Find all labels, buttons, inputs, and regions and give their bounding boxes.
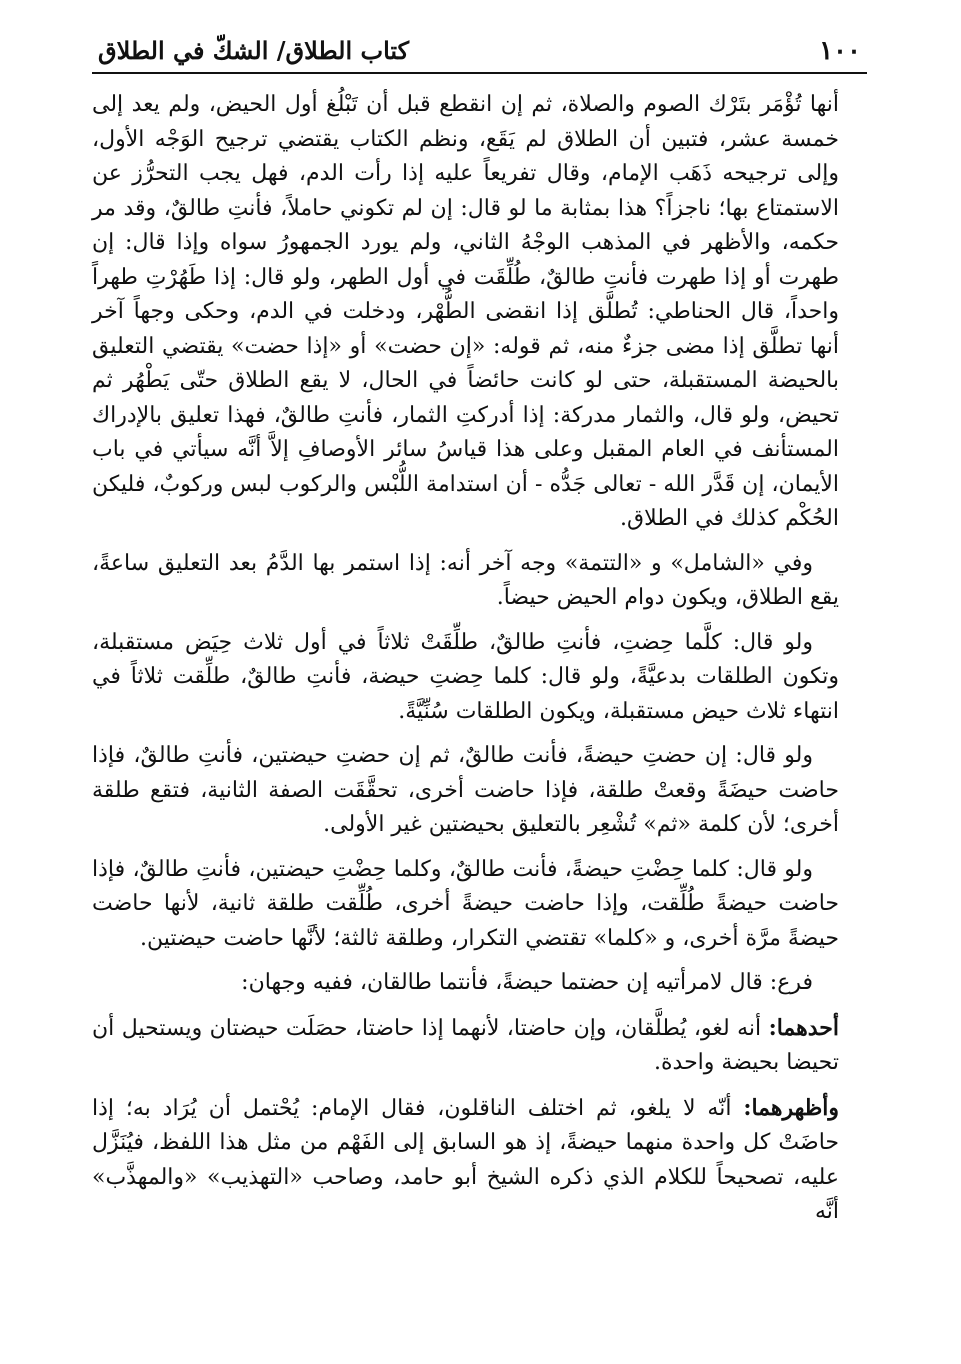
page-header bbox=[92, 24, 867, 74]
paragraph-text: ولو قال: إن حضتِ حيضةً، فأنت طالقٌ، ثم إن حضتِ حيضتين، فأنتِ طالقٌ، فإذا حاضت حيضَةً وقعتْ طلقة، فإذا حاضت أخرى، تحقَّقَت الصفة الثانية، فتقع طلقة أخرى؛ لأن كلمة «ثم» تُشْعِر بالتعليق بحيضتين غير الأولى. bbox=[92, 743, 839, 837]
running-title: كتاب الطلاق/ الشكّ في الطلاق bbox=[98, 36, 410, 65]
paragraph-text: وفي «الشامل» و «التتمة» وجه آخر أنه: إذا استمر بها الدَّمُ بعد التعليق ساعةً، يقع الطلاق، ويكون دوام الحيض حيضاً. bbox=[92, 550, 839, 610]
paragraph-lead: وأظهرهما: bbox=[743, 1094, 839, 1121]
paragraph-3 bbox=[92, 626, 839, 730]
paragraph-branch bbox=[92, 966, 839, 1001]
paragraph-text: أنه لغو، يُطلَّقان، وإن حاضتا، لأنهما إذا حاضتا، حصَلَت حيضتان ويستحيل أن تحيضا بحيضة واحدة. bbox=[92, 1015, 839, 1075]
body-text bbox=[92, 88, 839, 1230]
paragraph-text: أنّه لا يلغو، ثم اختلف الناقلون، فقال الإمام: يُحْتمل أن يُرَاد به؛ إذا حاضَتْ كل واحدة منهما حيضةً، إذ هو السابق إلى الفَهْم من مثل هذا اللفظ، فيُنَزَّل عليه، تصحيحاً للكلام الذي ذكره الشيخ أبو حامد، وصاحب «التهذيب» «والمهذَّب» أنَّه bbox=[92, 1095, 839, 1224]
paragraph-4 bbox=[92, 739, 839, 843]
paragraph-1 bbox=[92, 88, 839, 537]
page-number: ١٠٠ bbox=[819, 36, 861, 66]
paragraph-text: ولو قال: كلما حِضْتِ حيضةً، فأنت طالقٌ، وكلما حِضْتِ حيضتين، فأنتِ طالقٌ، فإذا حاضت حيضةً طُلِّقت، وإذا حاضت حيضةً أخرى، طُلِّقت طلقة ثانية، لأنها حاضت حيضةً مرَّة أخرى، و «كلما» تقتضي التكرار، وطلقة ثالثة؛ لأنَّها حاضت حيضتين. bbox=[92, 856, 839, 951]
paragraph-5 bbox=[92, 853, 839, 957]
paragraph-lead: أحدهما: bbox=[768, 1014, 839, 1041]
paragraph-text: فرع: قال لامرأتيه إن حضتما حيضةً، فأنتما طالقان، ففيه وجهان: bbox=[241, 970, 813, 995]
paragraph-text: ولو قال: كلَّما حِضتِ، فأنتِ طالقٌ، طلِّقَتْ ثلاثاً في أول ثلاث حِيَض مستقبلة، وتكون الطلقات بدعيَّةً، ولو قال: كلما حِضتِ حيضة، فأنتِ طالقٌ، طلِّقت ثلاثاً في انتهاء ثلاث حيض مستقبلة، ويكون الطلقات سُنِّيَّةً. bbox=[92, 629, 839, 724]
paragraph-text: أنها تُؤْمَر بتَرْك الصوم والصلاة، ثم إن انقطع قبل أن تَبْلُغ أول الحيض، ولم يعد إلى خمسة عشر، فتبين أن الطلاق لم يَقَع، ونظم الكتاب يقتضي ترجيح الوَجْه الأول، وإلى ترجيحه ذَهَب الإمام، وقال تفريعاً عليه إذا رأت الدم، فهل يجب التحرُّز عن الاستمتاع بها؛ ناجزاً؟ هذا بمثابة ما لو قال: إن لم تكوني حاملاً، فأنتِ طالقٌ، وقد مر حكمه، والأظهر في المذهب الوجْهُ الثاني، ولم يورد الجمهورُ سواه وإذا قال: إن طهرت أو إذا طهرت فأنتِ طالقٌ، طُلِّقَت في أول الطهر، ولو قال: إذا طَهُرْتِ طهراً واحداً، قال الحناطي: تُطلَّق إذا انقضى الطُّهْر، ودخلت في الدم، وحكى وجهاً آخر أنها تطلَّق إذا مضى جزءٌ منه، ثم قوله: «إن حضت» أو «إذا حضت» يقتضي التعليق بالحيضة المستقبلة، حتى لو كانت حائضاً في الحال، لا يقع الطلاق حتّى يَطْهُر ثم تحيض، ولو قال، والثمار مدركة: إذا أدركتِ الثمار، فأنتِ طالقٌ، فهذا تعليق بالإدراك المستأنف في العام المقبل وعلى هذا قياسُ سائر الأوصافِ إلاَّ أنَّه سيأتي في باب الأيمان، إن قَدَّر الله - تعالى جَدُّه - أن استدامة اللُّبْس والركوب لبس وركوبٌ، فليكن الحُكْم كذلك في الطلاق. bbox=[92, 92, 839, 531]
paragraph-second-view bbox=[92, 1091, 839, 1230]
paragraph-2 bbox=[92, 547, 839, 616]
paragraph-first-view bbox=[92, 1011, 839, 1081]
